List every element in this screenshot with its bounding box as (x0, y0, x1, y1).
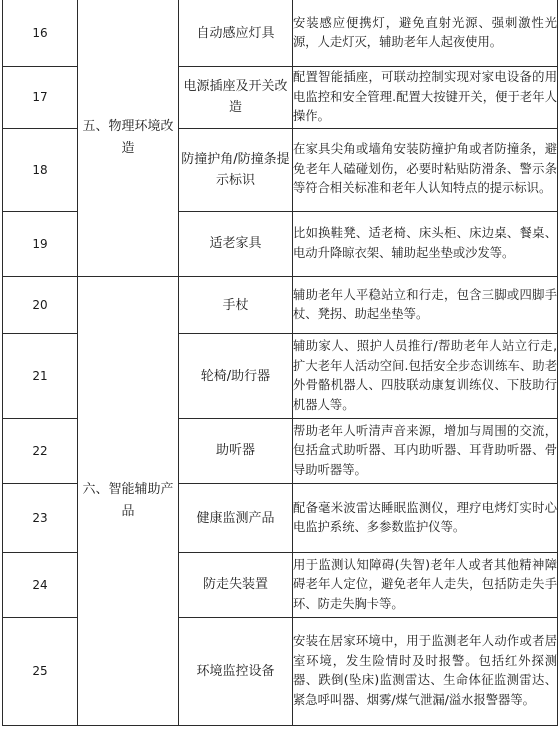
item-description: 辅助老年人平稳站立和行走，包含三脚或四脚手杖、凳拐、助起坐垫等。 (293, 277, 558, 334)
row-number: 19 (3, 211, 78, 276)
item-name: 助听器 (179, 418, 293, 483)
table-row (3, 0, 558, 67)
item-description: 配置智能插座，可联动控制实现对家电设备的用电监控和安全管理.配置大按键开关，便于老年人操作。 (293, 67, 558, 128)
item-name: 电源插座及开关改造 (179, 67, 293, 128)
row-number: 16 (3, 0, 78, 67)
item-name: 手杖 (179, 277, 293, 334)
item-name: 适老家具 (179, 211, 293, 276)
item-name: 环境监控设备 (179, 617, 293, 726)
row-number: 18 (3, 128, 78, 211)
item-description: 安装在居家环境中，用于监测老年人动作或者居室环境，发生险情时及时报警。包括红外探测器、跌倒(坠床)监测雷达、生命体征监测雷达、紧急呼叫器、烟雾/煤气泄漏/溢水报警器等。 (293, 617, 558, 726)
row-number: 20 (3, 277, 78, 334)
row-number: 21 (3, 334, 78, 418)
row-number: 23 (3, 483, 78, 552)
table-row (3, 277, 558, 334)
category-cell: 六、智能辅助产品 (78, 277, 179, 726)
services-table (2, 0, 558, 726)
row-number: 25 (3, 617, 78, 726)
row-number: 24 (3, 553, 78, 617)
item-description: 帮助老年人听清声音来源，增加与周围的交流，包括盒式助听器、耳内助听器、耳背助听器、骨导助听器等。 (293, 418, 558, 483)
item-description: 配备毫米波雷达睡眠监测仪，理疗电烤灯实时心电监护系统、多参数监护仪等。 (293, 483, 558, 552)
row-number: 17 (3, 67, 78, 128)
item-name: 防走失装置 (179, 553, 293, 617)
item-description: 用于监测认知障碍(失智)老年人或者其他精神障碍老年人定位，避免老年人走失，包括防走失手环、防走失胸卡等。 (293, 553, 558, 617)
item-description: 辅助家人、照护人员推行/帮助老年人站立行走,扩大老年人活动空间.包括安全步态训练车、助老外骨骼机器人、四肢联动康复训练仪、下肢助行机器人等。 (293, 334, 558, 418)
item-name: 轮椅/助行器 (179, 334, 293, 418)
item-name: 自动感应灯具 (179, 0, 293, 67)
item-name: 健康监测产品 (179, 483, 293, 552)
item-name: 防撞护角/防撞条提示标识 (179, 128, 293, 211)
item-description: 比如换鞋凳、适老椅、床头柜、床边桌、餐桌、电动升降晾衣架、辅助起坐垫或沙发等。 (293, 211, 558, 276)
category-cell: 五、物理环境改造 (78, 0, 179, 277)
item-description: 在家具尖角或墙角安装防撞护角或者防撞条，避免老年人磕碰划伤，必要时粘贴防滑条、警示条等符合相关标准和老年人认知特点的提示标识。 (293, 128, 558, 211)
item-description: 安装感应便携灯，避免直射光源、强刺激性光源，人走灯灭，辅助老年人起夜使用。 (293, 0, 558, 67)
row-number: 22 (3, 418, 78, 483)
